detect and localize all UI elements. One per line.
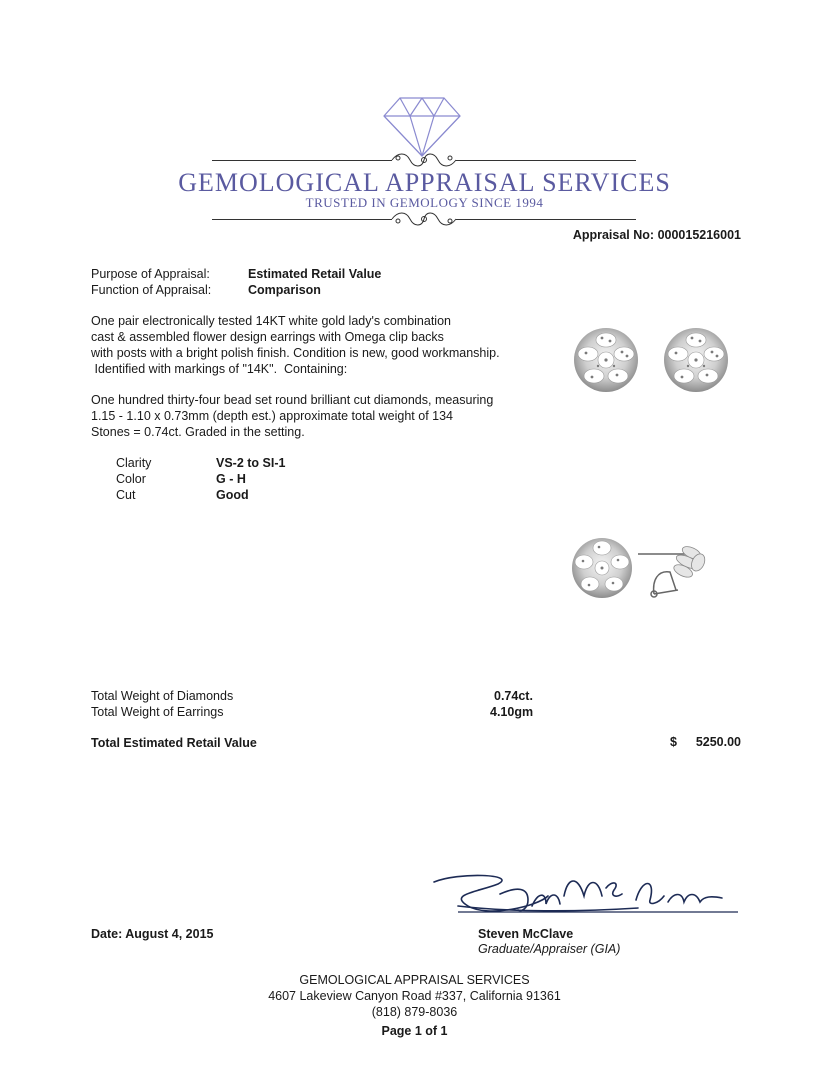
diamond-logo xyxy=(380,94,464,158)
footer-address: 4607 Lakeview Canyon Road #337, California 91361 xyxy=(268,989,561,1003)
date: Date: August 4, 2015 xyxy=(91,927,214,941)
appraisal-number-label: Appraisal No: xyxy=(572,228,655,242)
brand-name: GEMOLOGICAL APPRAISAL SERVICES xyxy=(178,168,671,197)
brand-tagline: TRUSTED IN GEMOLOGY SINCE 1994 xyxy=(305,195,544,210)
cut-value: Good xyxy=(216,488,249,502)
cut-label: Cut xyxy=(116,488,136,502)
description-line: with posts with a bright polish finish. Condition is new, good workmanship. xyxy=(91,346,500,360)
footer-phone: (818) 879-8036 xyxy=(371,1005,458,1019)
function-label: Function of Appraisal: xyxy=(91,283,212,297)
appraiser-name: Steven McClave xyxy=(478,927,574,941)
color-label: Color xyxy=(116,472,146,486)
currency-symbol: $ xyxy=(670,735,677,749)
header-rule-bottom-left xyxy=(212,219,392,220)
total-diamond-weight-label: Total Weight of Diamonds xyxy=(91,689,234,703)
description-line: Identified with markings of "14K". Containing: xyxy=(91,362,348,376)
purpose-value: Estimated Retail Value xyxy=(248,267,382,281)
total-earring-weight-value: 4.10gm xyxy=(490,705,534,719)
total-retail-value-label: Total Estimated Retail Value xyxy=(91,736,257,750)
purpose-label: Purpose of Appraisal: xyxy=(91,267,210,281)
total-diamond-weight-value: 0.74ct. xyxy=(494,689,533,703)
appraisal-number xyxy=(573,227,741,243)
appraisal-number-value: 000015216001 xyxy=(657,228,741,242)
function-value: Comparison xyxy=(248,283,321,297)
clarity-value: VS-2 to SI-1 xyxy=(216,456,286,470)
appraiser-signature xyxy=(428,866,748,926)
total-earring-weight-label: Total Weight of Earrings xyxy=(91,705,224,719)
earrings-front-photo xyxy=(562,320,742,400)
description-line: One pair electronically tested 14KT white gold lady's combination xyxy=(91,314,451,328)
page-number: Page 1 of 1 xyxy=(381,1024,448,1038)
diamond-description-line: Stones = 0.74ct. Graded in the setting. xyxy=(91,425,305,439)
clarity-label: Clarity xyxy=(116,456,152,470)
description-line: cast & assembled flower design earrings with Omega clip backs xyxy=(91,330,444,344)
header-rule-bottom-right xyxy=(456,219,636,220)
footer-company: GEMOLOGICAL APPRAISAL SERVICES xyxy=(299,973,530,987)
color-value: G - H xyxy=(216,472,246,486)
scroll-ornament-bottom xyxy=(388,209,460,229)
header-rule-top-left xyxy=(212,160,392,161)
diamond-description-line: 1.15 - 1.10 x 0.73mm (depth est.) approximate total weight of 134 xyxy=(91,409,454,423)
scroll-ornament-top xyxy=(388,150,460,170)
header-rule-top-right xyxy=(456,160,636,161)
total-retail-value: 5250.00 xyxy=(695,735,741,749)
appraiser-title: Graduate/Appraiser (GIA) xyxy=(478,942,621,956)
diamond-description-line: One hundred thirty-four bead set round brilliant cut diamonds, measuring xyxy=(91,393,494,407)
earrings-side-photo xyxy=(566,530,746,610)
